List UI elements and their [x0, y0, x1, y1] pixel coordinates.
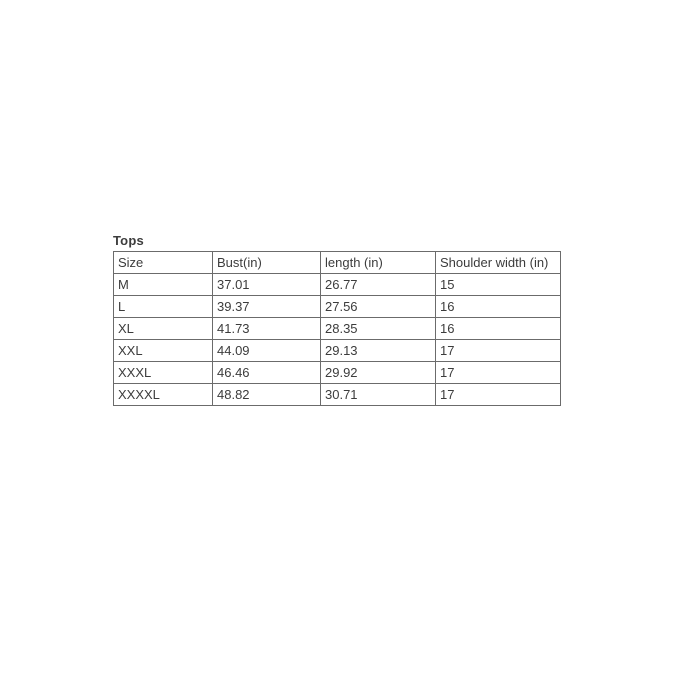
table-row: [114, 296, 561, 318]
table-cell: 30.71: [321, 384, 436, 406]
table-cell: 16: [436, 318, 561, 340]
table-cell: 29.92: [321, 362, 436, 384]
table-cell: 46.46: [213, 362, 321, 384]
size-chart: [113, 233, 561, 406]
table-cell: 27.56: [321, 296, 436, 318]
column-header: Bust(in): [213, 252, 321, 274]
table-cell: L: [114, 296, 213, 318]
table-cell: 17: [436, 362, 561, 384]
table-row: [114, 340, 561, 362]
table-row: [114, 318, 561, 340]
table-cell: 17: [436, 340, 561, 362]
size-chart-title: Tops: [113, 233, 144, 248]
table-row: [114, 362, 561, 384]
table-cell: XXL: [114, 340, 213, 362]
table-cell: 15: [436, 274, 561, 296]
table-cell: 44.09: [213, 340, 321, 362]
table-cell: 37.01: [213, 274, 321, 296]
table-cell: XL: [114, 318, 213, 340]
column-header: Shoulder width (in): [436, 252, 561, 274]
size-chart-table: [113, 251, 561, 406]
table-cell: M: [114, 274, 213, 296]
table-cell: XXXXL: [114, 384, 213, 406]
table-header-row: [114, 252, 561, 274]
table-cell: 29.13: [321, 340, 436, 362]
table-cell: 28.35: [321, 318, 436, 340]
table-row: [114, 274, 561, 296]
table-body: [114, 274, 561, 406]
table-cell: 39.37: [213, 296, 321, 318]
table-cell: 17: [436, 384, 561, 406]
column-header: Size: [114, 252, 213, 274]
column-header: length (in): [321, 252, 436, 274]
table-cell: XXXL: [114, 362, 213, 384]
table-row: [114, 384, 561, 406]
table-cell: 16: [436, 296, 561, 318]
table-cell: 26.77: [321, 274, 436, 296]
table-cell: 48.82: [213, 384, 321, 406]
table-cell: 41.73: [213, 318, 321, 340]
